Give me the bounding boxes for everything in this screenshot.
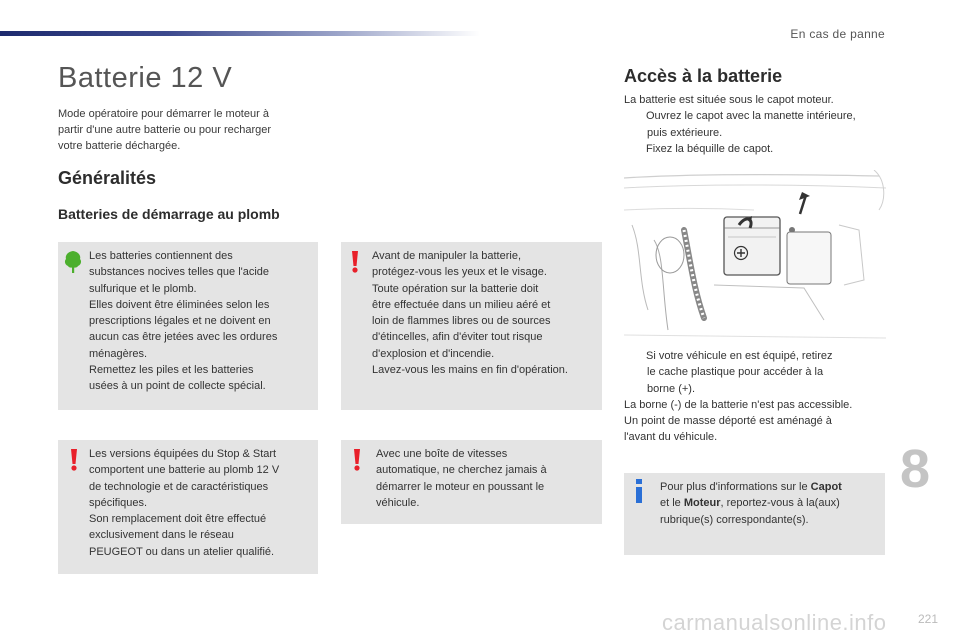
box-line: être effectuée dans un milieu aéré et bbox=[372, 298, 551, 311]
box-line: Toute opération sur la batterie doit bbox=[372, 282, 539, 295]
box-line: Avant de manipuler la batterie, bbox=[372, 250, 521, 262]
box-line: Remettez les piles et les batteries bbox=[89, 364, 254, 377]
box-line: automatique, ne cherchez jamais à bbox=[376, 464, 547, 477]
bullet-text: Si votre véhicule en est équipé, retirez bbox=[646, 350, 833, 362]
warning-box-stop-start bbox=[58, 440, 318, 574]
info-line bbox=[660, 479, 842, 495]
bullet-text-cont: puis extérieure. bbox=[647, 126, 723, 139]
info-box bbox=[624, 473, 885, 555]
intro-line: votre batterie déchargée. bbox=[58, 140, 181, 152]
box-line: exclusivement dans le réseau bbox=[89, 529, 234, 542]
info-link-moteur: Moteur bbox=[683, 497, 721, 510]
info-icon bbox=[634, 479, 644, 503]
warning-gearbox-text bbox=[376, 446, 547, 511]
box-line: Les versions équipées du Stop & Start bbox=[89, 448, 277, 460]
info-line bbox=[660, 495, 842, 511]
info-text bbox=[660, 479, 842, 528]
eco-note-box bbox=[58, 242, 318, 410]
info-text-part: et le bbox=[660, 497, 684, 510]
bullet-text-cont: borne (+). bbox=[647, 382, 695, 395]
box-line: véhicule. bbox=[376, 496, 420, 509]
exclamation-icon bbox=[69, 449, 79, 471]
page-number: 221 bbox=[917, 612, 938, 626]
box-line: substances nocives telles que l'acide bbox=[89, 266, 270, 279]
box-line: loin de flammes libres ou de sources bbox=[372, 315, 551, 328]
bullet-item bbox=[624, 108, 856, 124]
info-text-part: Pour plus d'informations sur le bbox=[660, 481, 811, 493]
paragraph-line: Un point de masse déporté est aménagé à bbox=[624, 415, 832, 428]
engine-bay-illustration bbox=[624, 170, 886, 345]
paragraph-line: La borne (-) de la batterie n'est pas accessible. bbox=[624, 398, 853, 411]
box-line: protégez-vous les yeux et le visage. bbox=[372, 266, 547, 279]
access-instructions bbox=[624, 92, 856, 157]
heading-acces-batterie: Accès à la batterie bbox=[624, 66, 783, 86]
box-line: d'explosion et d'incendie. bbox=[372, 347, 495, 360]
box-line: usées à un point de collecte spécial. bbox=[89, 380, 266, 393]
info-link-capot: Capot bbox=[810, 481, 842, 493]
box-line: Lavez-vous les mains en fin d'opération. bbox=[372, 364, 568, 377]
box-line: Avec une boîte de vitesses bbox=[376, 448, 508, 460]
box-line: prescriptions légales et ne doivent en bbox=[89, 315, 271, 328]
header-accent-bar bbox=[0, 31, 480, 36]
box-line: sulfurique et le plomb. bbox=[89, 282, 197, 295]
bullet-text: Fixez la béquille de capot. bbox=[646, 142, 774, 155]
exclamation-icon bbox=[350, 251, 360, 273]
box-line: d'étincelles, afin d'éviter tout risque bbox=[372, 331, 543, 344]
info-line: rubrique(s) correspondante(s). bbox=[660, 513, 809, 526]
info-text-part: , reportez-vous à la(aux) bbox=[720, 497, 840, 510]
box-line: démarrer le moteur en poussant le bbox=[376, 480, 545, 493]
eco-note-text bbox=[89, 248, 277, 395]
bullet-text: Ouvrez le capot avec la manette intérieure, bbox=[646, 110, 856, 123]
box-line: comportent une batterie au plomb 12 V bbox=[89, 464, 280, 477]
section-name: En cas de panne bbox=[790, 27, 885, 41]
bullet-item bbox=[624, 348, 852, 364]
access-lead: La batterie est située sous le capot moteur. bbox=[624, 94, 834, 106]
box-line: Son remplacement doit être effectué bbox=[89, 513, 267, 526]
warning-box-handling bbox=[341, 242, 602, 410]
bullet-item bbox=[624, 141, 856, 157]
warning-stop-start-text bbox=[89, 446, 279, 560]
box-line: Les batteries contiennent des bbox=[89, 250, 233, 262]
box-line: Elles doivent être éliminées selon les bbox=[89, 298, 270, 311]
chapter-number: 8 bbox=[900, 439, 931, 499]
box-line: aucun cas être jetées avec les ordures bbox=[89, 331, 278, 344]
intro-line: Mode opératoire pour démarrer le moteur à bbox=[58, 108, 269, 120]
heading-generalites: Généralités bbox=[58, 168, 157, 188]
access-instructions-2 bbox=[624, 348, 852, 446]
box-line: spécifiques. bbox=[89, 496, 148, 509]
paragraph-line: l'avant du véhicule. bbox=[624, 431, 718, 444]
warning-handling-text bbox=[372, 248, 568, 378]
intro-line: partir d'une autre batterie ou pour recharger bbox=[58, 124, 272, 136]
page-title: Batterie 12 V bbox=[58, 62, 233, 94]
exclamation-icon bbox=[352, 449, 362, 471]
box-line: ménagères. bbox=[89, 347, 148, 360]
intro-text bbox=[58, 106, 308, 154]
box-line: de technologie et de caractéristiques bbox=[89, 480, 269, 493]
heading-batteries-plomb: Batteries de démarrage au plomb bbox=[58, 206, 280, 222]
warning-box-gearbox bbox=[341, 440, 602, 524]
leaf-tree-icon bbox=[63, 250, 83, 274]
box-line: PEUGEOT ou dans un atelier qualifié. bbox=[89, 545, 275, 558]
watermark: carmanualsonline.info bbox=[662, 610, 887, 635]
bullet-text-cont: le cache plastique pour accéder à la bbox=[647, 366, 824, 379]
